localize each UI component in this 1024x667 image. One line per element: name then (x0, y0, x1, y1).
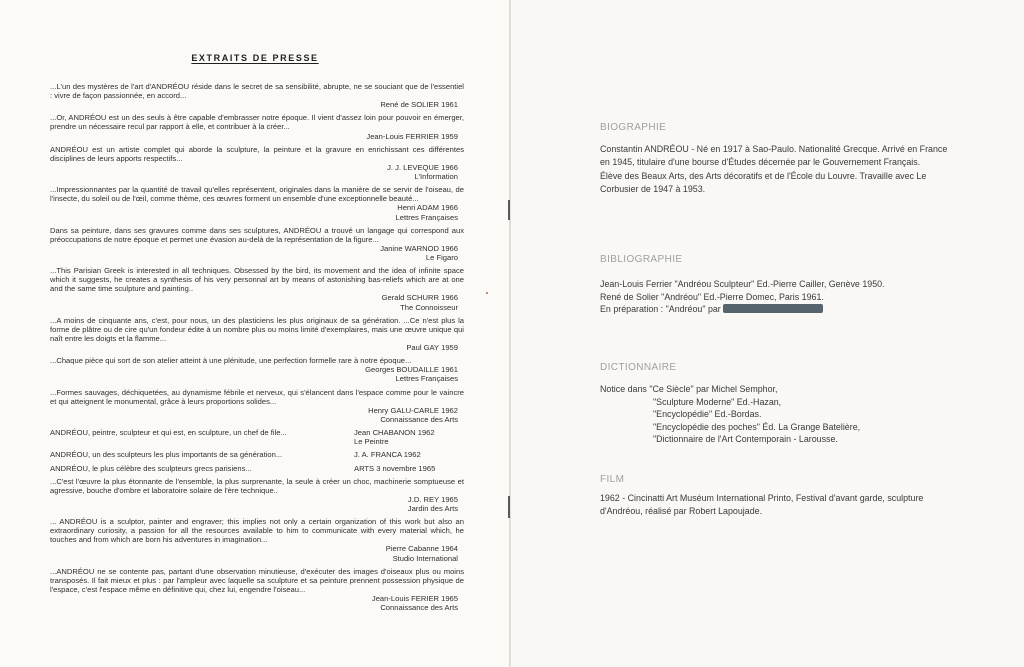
press-entry (50, 477, 464, 513)
fold-mark-bottom (508, 496, 510, 518)
bibliographie-line-3 (600, 303, 950, 316)
press-entry (50, 226, 464, 262)
press-entry-text: ANDRÉOU est un artiste complet qui aborde la sculpture, la peinture et la gravure en enrichissant ces différentes disciplines de leurs apports respectifs... (50, 144, 464, 163)
press-entry-source (50, 203, 464, 221)
biographie-para-1: Constantin ANDRÉOU - Né en 1917 à Sao-Paulo. Nationalité Grecque. Arrivé en France en 1945, titulaire d'une bourse d'Études décernée par le Gouvernement Français. (600, 144, 948, 167)
press-entry (50, 145, 464, 181)
press-entry (50, 464, 464, 473)
press-entry (50, 428, 464, 446)
press-entry-author: Georges BOUDAILLE 1961 (365, 365, 458, 375)
biographie-para-2: Élève des Beaux Arts, des Arts décoratifs et de l'École du Louvre. Travaille avec Le Corbusier de 1947 à 1953. (600, 171, 927, 194)
press-entry (50, 450, 464, 459)
film-body: 1962 - Cincinatti Art Muséum International Printo, Festival d'avant garde, sculpture d'Andréou, réalisé par Robert Lapoujade. (600, 493, 924, 516)
press-entry (50, 316, 464, 352)
fold-mark-top (508, 200, 510, 220)
right-page (510, 0, 1024, 667)
press-entry-publication: Connaissance des Arts (380, 414, 458, 424)
press-entry-author: J. J. LEVEQUE 1966 (387, 162, 458, 172)
press-entry-text: ...This Parisian Greek is interested in all techniques. Obsessed by the bird, its movement and the idea of infinite space which it suggests, he creates a synthesis of his very personnal art by means of astonishing bas-reliefs which are at one and the same time sculpture and painting.. (50, 266, 464, 294)
press-entry-author: Jean-Louis FERIER 1965 (371, 594, 458, 603)
press-entry-source (354, 450, 464, 459)
bibliographie-line-1: Jean-Louis Ferrier "Andréou Sculpteur" Ed.-Pierre Cailler, Genève 1950. (600, 279, 885, 289)
dictionnaire-item-3: "Encyclopédie" Ed.-Bordas. (653, 409, 762, 420)
press-entry-publication: Le Figaro (425, 252, 458, 262)
press-entry-text: ANDRÉOU, un des sculpteurs les plus importants de sa génération... (50, 450, 283, 460)
press-entry-publication: Lettres Françaises (395, 212, 458, 222)
press-entry-source (50, 293, 464, 311)
press-entry (50, 113, 464, 140)
dictionnaire-body (600, 383, 950, 446)
press-entry-publication: L'Information (414, 172, 458, 182)
press-entry-source (50, 343, 464, 352)
bibliographie-line-2: René de Solier "Andréou" Ed.-Pierre Domec, Paris 1961. (600, 291, 824, 302)
press-entry (50, 517, 464, 562)
press-entry-text: ANDRÉOU, peintre, sculpteur et qui est, en sculpture, un chef de file... (50, 428, 287, 438)
press-entry (50, 356, 464, 383)
bibliographie-body (600, 278, 950, 316)
redacted-name (723, 304, 823, 313)
press-entry-publication: The Connoisseur (400, 302, 458, 312)
press-entry-author: J. A. FRANCA 1962 (354, 450, 421, 460)
dictionnaire-item-5: "Dictionnaire de l'Art Contemporain - Larousse. (653, 434, 838, 445)
press-entry-author: ARTS 3 novembre 1965 (354, 463, 436, 473)
press-entry-text: ...A moins de cinquante ans, c'est, pour nous, un des plasticiens les plus originaux de sa génération. ...Ce n'est plus la forme de plâtre ou de cire qu'un fondeur édite à un nombre plus ou moins limité d'exemplaires, mais une œuvre unique qui naît entre les doigts et la flamme... (50, 315, 464, 343)
press-entry-source (50, 163, 464, 181)
press-entry-text: ...Formes sauvages, déchiquetées, au dynamisme fébrile et nerveux, qui s'élancent dans l'espace comme pour le vaincre et qui atteignent le monumental, grâce à leurs proportions solides... (50, 387, 464, 406)
press-entry-publication: Le Peintre (354, 437, 389, 447)
press-entry-source (50, 100, 464, 109)
press-entry-author: Gerald SCHURR 1966 (381, 293, 458, 303)
press-entry-author: Paul GAY 1959 (406, 343, 458, 352)
press-entry-source (50, 406, 464, 424)
press-entry-text: ...Or, ANDRÉOU est un des seuls à être capable d'embrasser notre époque. Il vient d'assez loin pour pouvoir en émerger, prendre un nécessaire recul par rapport à elle, et contribuer à la créer... (50, 113, 464, 132)
press-entry-text: ...ANDRÉOU ne se contente pas, partant d'une observation minutieuse, d'exécuter des images d'oiseaux plus ou moins transposés. Il fait mieux et plus : par l'ampleur avec laquelle sa sculpture et sa peinture prennent possession physique de l'espace, c'est l'espace même en définitive qui, chez lui, engendre l'oiseau... (50, 566, 464, 594)
press-entry-source (50, 544, 464, 562)
press-entry-text: ...L'un des mystères de l'art d'ANDRÉOU réside dans le secret de sa sensibilité, abrupte, ne se souciant que de l'essentiel : vivre de façon passionnée, en accord... (50, 82, 464, 101)
press-entry-publication: Connaissance des Arts (380, 603, 458, 613)
press-entry (50, 185, 464, 221)
press-excerpts (50, 82, 464, 616)
press-entry-source (354, 428, 464, 446)
press-entry-source (50, 495, 464, 513)
press-entry-author: Jean-Louis FERRIER 1959 (366, 131, 458, 141)
bibliographie-heading: BIBLIOGRAPHIE (600, 254, 683, 265)
press-entry-author: Janine WARNOD 1966 (380, 243, 458, 253)
press-entry-author: J.D. REY 1965 (407, 494, 458, 504)
press-heading (0, 53, 510, 63)
press-entry-author: Pierre Cabanne 1964 (385, 544, 458, 554)
press-entry-text: ...C'est l'œuvre la plus étonnante de l'ensemble, la plus surprenante, la seule à créer un choc, machinerie somptueuse et agressive, bouche d'ombre et laboratoire solaire de l'ère technique.. (50, 476, 464, 495)
press-entry-source (50, 594, 464, 612)
press-entry-author: Henry GALU-CARLE 1962 (368, 405, 458, 415)
press-entry (50, 82, 464, 109)
press-entry-text: Dans sa peinture, dans ses gravures comme dans ses sculptures, ANDRÉOU a trouvé un langage qui correspond aux préoccupations de notre époque et permet une évasion au-delà de la représentation de la figure... (50, 225, 464, 244)
press-entry-text: ...Impressionnantes par la quantité de travail qu'elles représentent, originales dans la manière de se servir de l'oiseau, de l'insecte, du soleil ou de l'œil, comme thème, ces œuvres forment un ensemble d'une exceptionnelle beauté... (50, 185, 464, 204)
press-entry-source (354, 464, 464, 473)
film-heading: FILM (600, 474, 625, 485)
press-entry-text: ...Chaque pièce qui sort de son atelier atteint à une plénitude, une perfection formelle rare à notre époque... (50, 356, 412, 366)
press-entry-author: Henri ADAM 1966 (397, 203, 458, 213)
press-entry-author: Jean CHABANON 1962 (354, 428, 435, 438)
press-entry (50, 567, 464, 612)
dictionnaire-heading: DICTIONNAIRE (600, 362, 677, 373)
ink-speck (486, 292, 488, 294)
biographie-heading: BIOGRAPHIE (600, 122, 667, 133)
press-entry-source (50, 365, 464, 383)
press-entry-source (50, 244, 464, 262)
bibliographie-line-3-text: En préparation : "Andréou" par (600, 304, 721, 315)
press-entry-publication: Lettres Françaises (395, 374, 458, 384)
press-entry-publication: Studio International (392, 553, 458, 563)
dictionnaire-item-1: Notice dans "Ce Siècle" par Michel Semphor, (600, 384, 778, 394)
page-fold (509, 0, 511, 667)
press-entry (50, 388, 464, 424)
biographie-body (600, 143, 950, 197)
press-entry (50, 266, 464, 311)
dictionnaire-item-4: "Encyclopédie des poches" Éd. La Grange Batelière, (653, 421, 861, 432)
press-entry-publication: Jardin des Arts (407, 503, 458, 513)
press-entry-source (50, 132, 464, 141)
press-entry-text: ... ANDRÉOU is a sculptor, painter and engraver; this implies not only a certain organization of this work but also an extraordinary curiosity, a passion for all the resources available to him to communicate with every material which, he touches and from which are born his adventures in imagination... (50, 517, 464, 545)
dictionnaire-item-2: "Sculpture Moderne" Ed.-Hazan, (653, 396, 782, 407)
press-entry-text: ANDRÉOU, le plus célèbre des sculpteurs grecs parisiens... (50, 463, 252, 473)
press-entry-author: René de SOLIER 1961 (380, 100, 458, 110)
press-heading-text: EXTRAITS DE PRESSE (191, 53, 319, 63)
